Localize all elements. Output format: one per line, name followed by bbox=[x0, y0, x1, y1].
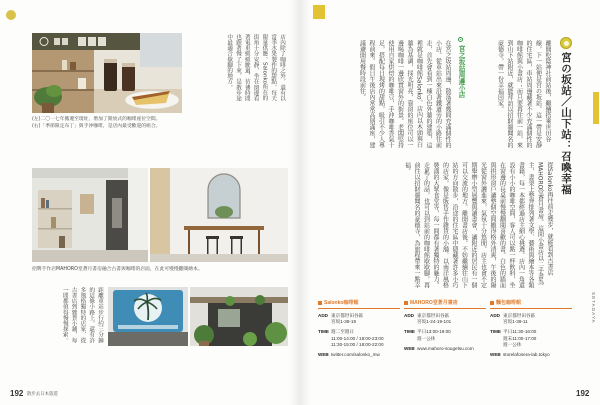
section-icon bbox=[6, 10, 16, 20]
photo-storefront-plants bbox=[190, 287, 288, 346]
address-line: 宮坂1-24-19-101 bbox=[417, 319, 452, 325]
shop-info-box bbox=[318, 300, 400, 386]
hours-label: TIME bbox=[490, 329, 501, 335]
cheesecake-plate bbox=[125, 91, 179, 109]
wooden-door bbox=[150, 168, 170, 262]
photo-caption-middle: 招牌手作店MAHORO堂蒼月書房融合古書與咖啡的店面，在此可慢慢翻閱繪本。 bbox=[32, 267, 203, 272]
subheading: 宮之坂站周邊小店 bbox=[457, 45, 465, 98]
shop-name: 麵包咖啡館 bbox=[496, 300, 522, 306]
address-row bbox=[318, 313, 400, 326]
shop-name: Salonko咖啡館 bbox=[324, 300, 359, 306]
shop-name-row bbox=[318, 300, 400, 309]
left-body-text-lower: 距離車站步行約三分鐘的這條小路上，還有許多風格獨特的店家，從古書店到雜貨小舖，每一間都值得慢慢探索。 bbox=[61, 287, 103, 343]
photo-caption-top bbox=[32, 116, 184, 130]
caption-left: (左)二〇一七年搬遷至現址，增加了開放式的咖啡座位空間。 bbox=[32, 117, 161, 122]
page-number-right: 192 bbox=[576, 389, 590, 398]
photo-cafe-drinks bbox=[32, 33, 182, 113]
arched-window bbox=[208, 174, 240, 218]
web-url: www.mahoro-sougetsu.com bbox=[417, 345, 474, 351]
address-row bbox=[404, 313, 486, 326]
shop-info-box bbox=[490, 300, 572, 386]
book-shelf bbox=[38, 190, 72, 248]
caption-right: (右)「季節限定布丁」與手沖咖啡，是店內最受歡迎的組合。 bbox=[32, 124, 161, 129]
web-label: WEB bbox=[404, 345, 415, 351]
hours-row bbox=[404, 329, 486, 342]
hours-line: 週一公休 bbox=[503, 342, 522, 348]
article-title: 宮の坂站／山下站：召喚幸福 bbox=[560, 52, 572, 195]
left-body-text-upper: 店內除了咖啡之外，還有以當季水果製作的甜點，每天限量供應。Salonko所在的街角十分安靜，坐在窗邊看著電車緩緩駛過，彷彿時間也跟著慢了下來，是散步途中最適合歇腳的地方。 bbox=[226, 34, 285, 102]
square-bullet-icon bbox=[490, 301, 494, 305]
wall-poster bbox=[80, 194, 94, 214]
edge-tab bbox=[593, 92, 599, 124]
station-badge-icon bbox=[560, 37, 572, 49]
shop-name-row bbox=[490, 300, 572, 309]
web-row bbox=[404, 346, 486, 352]
hours-line: 11:30-15:00 / 18:00-22:00 bbox=[331, 342, 384, 348]
intro-text: 離開松陰神社前站後，繼續搭乘世田谷線，下一站便是宮の坂站。這一帶是安靜的住宅區，車站周邊藏著不少充滿個性的咖啡館與小書店；而只要再往前一站，來到山下站附近，就能拜訪以招財貓聞名的豪德寺，帶一份幸福回家。 bbox=[496, 40, 551, 148]
page-number-left: 192 bbox=[10, 389, 24, 398]
address-line: 東京都世田谷區 bbox=[417, 312, 450, 318]
photo-palm-tree-sign bbox=[108, 287, 188, 346]
address-line: 東京都世田谷區 bbox=[503, 312, 536, 318]
address-line: 宮坂1-38-19 bbox=[331, 319, 357, 325]
hours-line: 週一公休 bbox=[417, 335, 436, 341]
side-section-label: SETAGAYA bbox=[591, 292, 596, 324]
shop-info-box bbox=[404, 300, 486, 386]
hours-line: 11:00-14:00 / 18:00-23:00 bbox=[331, 335, 384, 341]
web-row bbox=[318, 352, 400, 358]
body-text-upper: 在宮之坂站周邊，散落著幾間充滿個性的小店。從車站出來沿著鐵道旁的小路往前走，首先會看到一棟白色外牆的建築，這裡就是咖啡館Salonko。店內以木頭與白牆為基調，採光明亮，靠窗的座位可以一邊喝咖啡一邊欣賞窗外的街景。老闆堅持使用自家烘焙的咖啡豆，手沖咖啡香氣十足，搭配每日現烤的甜點，吸引不少人專程前來。假日午後店內常常高朋滿座，建議避開用餐時段前往。 bbox=[358, 40, 451, 148]
address-label: ADD bbox=[404, 312, 414, 318]
hours-line: 平日13:00-19:00 bbox=[417, 329, 451, 335]
hours-line: 週末11:00-17:00 bbox=[503, 335, 537, 341]
address-row bbox=[490, 313, 572, 326]
square-bullet-icon bbox=[318, 301, 322, 305]
square-bullet-icon bbox=[404, 301, 408, 305]
address-label: ADD bbox=[318, 312, 328, 318]
hours-row bbox=[318, 329, 400, 348]
web-url: storelafonera-lab.tokyo bbox=[503, 351, 550, 357]
shop-name: MAHORO堂蒼月書房 bbox=[410, 300, 458, 306]
footer-title: 散步去日本旅遊 bbox=[27, 392, 58, 397]
hours-label: TIME bbox=[404, 329, 415, 335]
hours-label: TIME bbox=[318, 329, 329, 335]
floor bbox=[150, 254, 288, 262]
shop-name-row bbox=[404, 300, 486, 309]
floor bbox=[32, 250, 148, 262]
section-tab bbox=[313, 5, 325, 19]
bullet-circle-icon bbox=[458, 37, 463, 42]
address-label: ADD bbox=[490, 312, 500, 318]
hours-row bbox=[490, 329, 572, 348]
hours-line: 平日11:30-16:00 bbox=[503, 329, 537, 335]
page-gutter bbox=[290, 0, 310, 405]
shop-sign bbox=[32, 33, 140, 50]
web-label: WEB bbox=[490, 351, 501, 357]
address-line: 宮坂1-39-11 bbox=[503, 319, 528, 325]
photo-arched-window-room bbox=[150, 168, 288, 262]
web-url: twitter.com/salonko_mw bbox=[331, 351, 380, 357]
web-label: WEB bbox=[318, 351, 329, 357]
web-row bbox=[490, 352, 572, 358]
window-light bbox=[140, 33, 182, 67]
address-line: 東京都世田谷區 bbox=[331, 312, 364, 318]
doorway bbox=[106, 180, 128, 262]
photo-shop-interior bbox=[32, 168, 148, 262]
hours-line: 週二至週日 bbox=[331, 329, 354, 335]
body-text-lower: 從Salonko再往前走幾步，就能看到古書店MAHORO堂蒼月書房。這間小書店以二手書為主，書架上整齊排列著文學、藝術與繪本等各類書籍，每一本都經過店主細心挑選。店內一角還設有小小的咖啡空間，客人可以點一杯飲料，坐在窗邊的長桌前慢慢翻閱喜歡的書。白色的牆面與拱形窗戶讓整個空間顯得格外清爽，午後的陽光從窗外灑進來，氣氛十分悠閒。店主也會不定期舉辦小型展覽與讀書會，讓附近的居民有一個可以交流的地方。離開書店後，不妨繼續往山下站的方向散步，沿途的住宅區中隱藏著許多小巧的店家，像是販售手作雜貨的小舖、以南洋風格裝潢的大眾食堂等，每一間都有著獨特的魅力。走累了的話，也可以到站前的咖啡館歇歇腳，再前往以招財貓聞名的豪德寺，為旅程帶來一點幸福。 bbox=[403, 162, 553, 288]
